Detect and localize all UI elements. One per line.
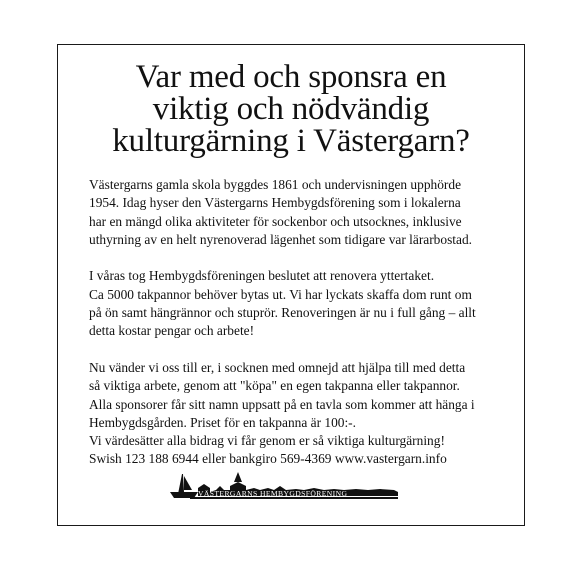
text-line: Ca 5000 takpannor behöver bytas ut. Vi har lyckats skaffa dom runt om — [89, 286, 472, 302]
text-line: så viktiga arbete, genom att "köpa" en egen takpanna eller takpannor. — [89, 378, 460, 394]
text-line: detta kostar pengar och arbete! — [89, 323, 255, 339]
association-logo — [168, 468, 400, 500]
text-line: Vi värdesätter alla bidrag vi får genom er så viktiga kulturgärning! — [89, 433, 445, 449]
logo-text: VÄSTERGARNS HEMBYGDSFÖRENING — [198, 489, 348, 498]
text-line: Västergarns gamla skola byggdes 1861 och undervisningen upphörde — [89, 177, 462, 192]
advertisement-frame — [57, 44, 525, 526]
paragraph-renovation — [89, 267, 509, 340]
paragraph-history — [89, 176, 509, 249]
text-line: har en mängd olika aktiviteter för sockenbor och utsocknes, inklusive — [89, 213, 462, 229]
text-line: uthyrning av en helt nyrenoverad lägenhet som tidigare var lärarbostad. — [89, 231, 472, 247]
text-line: Nu vänder vi oss till er, i socknen med omnejd att hjälpa till med detta — [89, 359, 466, 375]
text-line: Alla sponsorer får sitt namn uppsatt på en tavla som kommer att hänga i — [89, 396, 475, 412]
heading-line-2: viktig och nödvändig — [152, 91, 430, 127]
text-line: på ön samt hängrännor och stuprör. Renoveringen är nu i full gång – allt — [89, 305, 476, 321]
heading-line-3: kulturgärning i Västergarn? — [112, 123, 470, 159]
text-line: I våras tog Hembygdsföreningen beslutet att renovera yttertaket. — [89, 268, 435, 284]
paragraph-sponsorship — [89, 359, 509, 469]
text-line: Hembygdsgården. Priset för en takpanna är 100:-. — [89, 414, 356, 430]
heading-line-1: Var med och sponsra en — [135, 59, 447, 95]
payment-info-line: Swish 123 188 6944 eller bankgiro 569-4369 www.vastergarn.info — [89, 451, 447, 467]
ad-heading — [58, 61, 524, 157]
text-line: 1954. Idag hyser den Västergarns Hembygdsförening som i lokalerna — [89, 195, 461, 211]
ad-body — [89, 176, 509, 487]
